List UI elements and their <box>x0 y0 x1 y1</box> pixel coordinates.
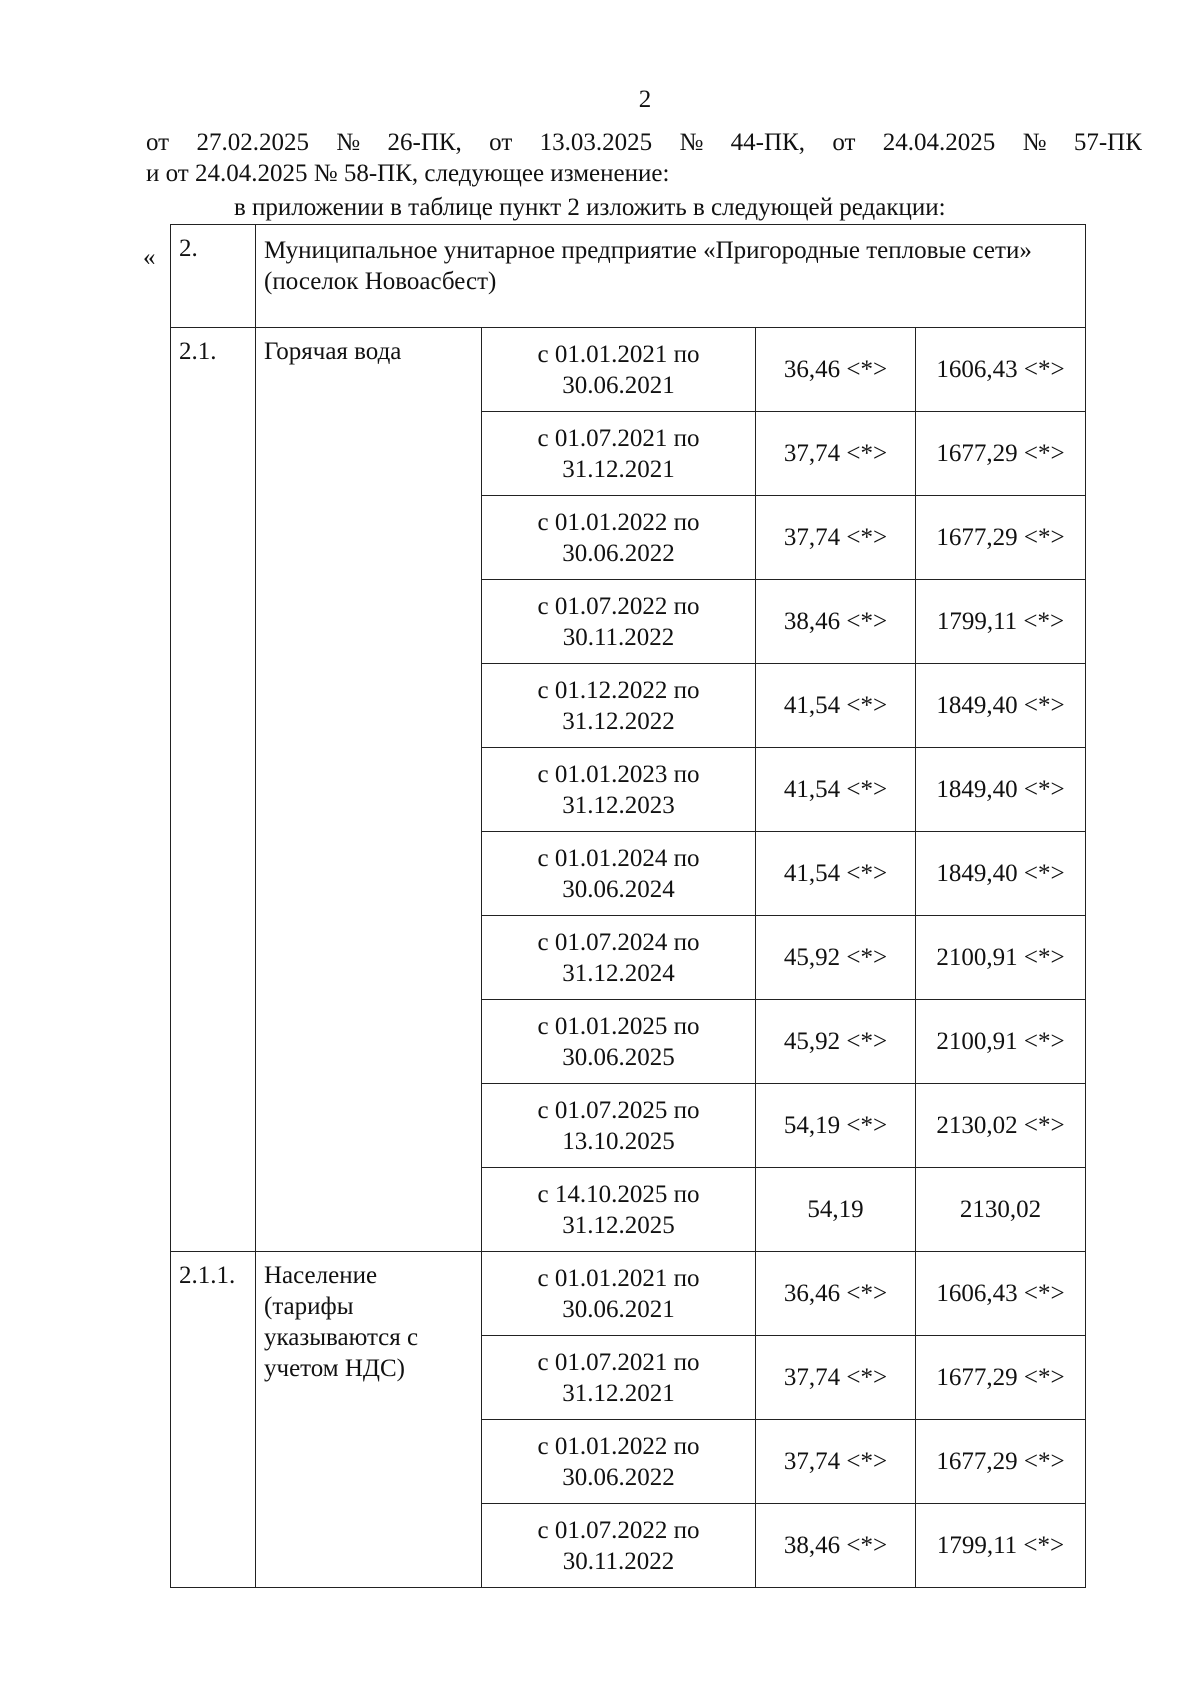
period-cell <box>482 1168 756 1252</box>
period-from: с 01.01.2021 по <box>537 340 700 368</box>
value-1-cell: 37,74 <*> <box>756 1336 916 1420</box>
period-from: с 01.01.2023 по <box>537 760 700 788</box>
value-2-cell: 1849,40 <*> <box>916 748 1086 832</box>
period-cell <box>482 328 756 412</box>
paragraph-word: № <box>679 129 704 156</box>
table-row <box>171 328 1086 412</box>
value-2-cell: 1677,29 <*> <box>916 1420 1086 1504</box>
group-name-line: указываются с <box>264 1324 419 1351</box>
value-2-cell: 1799,11 <*> <box>916 580 1086 664</box>
period-from: с 01.01.2022 по <box>537 1432 700 1460</box>
period-cell <box>482 664 756 748</box>
period-cell <box>482 1000 756 1084</box>
paragraph-word: от <box>832 129 856 156</box>
period-from: с 01.07.2021 по <box>537 1348 700 1376</box>
paragraph-line-3: в приложении в таблице пункт 2 изложить в следующей редакции: <box>234 194 946 221</box>
page-number: 2 <box>638 86 652 113</box>
paragraph-word: 26-ПК, <box>387 129 462 156</box>
period-to: 30.11.2022 <box>562 1547 675 1575</box>
group-name: Горячая вода <box>256 328 482 1252</box>
period-from: с 01.07.2025 по <box>537 1096 700 1124</box>
value-1-cell: 54,19 <*> <box>756 1084 916 1168</box>
value-1-cell: 37,74 <*> <box>756 412 916 496</box>
value-2-cell: 2100,91 <*> <box>916 916 1086 1000</box>
value-1-cell: 45,92 <*> <box>756 916 916 1000</box>
paragraph-word: № <box>1022 129 1047 156</box>
period-from: с 01.01.2021 по <box>537 1264 700 1292</box>
value-1-cell: 36,46 <*> <box>756 328 916 412</box>
value-1-cell: 41,54 <*> <box>756 832 916 916</box>
period-cell <box>482 1336 756 1420</box>
value-2-cell: 1606,43 <*> <box>916 328 1086 412</box>
group-name <box>256 1252 482 1588</box>
paragraph-word: 24.04.2025 <box>882 129 996 156</box>
group-number: 2.1.1. <box>171 1252 256 1588</box>
value-2-cell: 1849,40 <*> <box>916 832 1086 916</box>
paragraph-word: № <box>336 129 361 156</box>
value-2-cell: 1677,29 <*> <box>916 412 1086 496</box>
value-2-cell: 1677,29 <*> <box>916 496 1086 580</box>
value-1-cell: 45,92 <*> <box>756 1000 916 1084</box>
value-2-cell: 2100,91 <*> <box>916 1000 1086 1084</box>
value-1-cell: 41,54 <*> <box>756 664 916 748</box>
period-cell <box>482 1084 756 1168</box>
period-to: 30.06.2024 <box>562 875 675 903</box>
paragraph-word: от <box>489 129 513 156</box>
period-to: 31.12.2023 <box>562 791 675 819</box>
paragraph-word: от <box>146 129 170 156</box>
value-2-cell: 1799,11 <*> <box>916 1504 1086 1588</box>
period-to: 30.06.2021 <box>562 371 675 399</box>
value-2-cell: 1677,29 <*> <box>916 1336 1086 1420</box>
period-from: с 01.01.2025 по <box>537 1012 700 1040</box>
table-section-row <box>171 225 1086 328</box>
section-number: 2. <box>171 225 256 328</box>
period-from: с 01.12.2022 по <box>537 676 700 704</box>
value-1-cell: 41,54 <*> <box>756 748 916 832</box>
period-cell <box>482 916 756 1000</box>
value-2-cell: 1849,40 <*> <box>916 664 1086 748</box>
period-from: с 01.07.2021 по <box>537 424 700 452</box>
period-from: с 01.07.2022 по <box>537 1516 700 1544</box>
value-2-cell: 2130,02 <box>916 1168 1086 1252</box>
period-to: 30.11.2022 <box>562 623 675 651</box>
period-to: 30.06.2022 <box>562 1463 675 1491</box>
paragraph-word: 44-ПК, <box>730 129 805 156</box>
period-cell <box>482 496 756 580</box>
value-1-cell: 37,74 <*> <box>756 496 916 580</box>
paragraph-line-1 <box>146 128 1142 158</box>
section-name: Муниципальное унитарное предприятие «Пригородные тепловые сети» (поселок Новоасбест) <box>256 225 1086 328</box>
value-1-cell: 37,74 <*> <box>756 1420 916 1504</box>
group-name-line: учетом НДС) <box>264 1355 405 1382</box>
period-to: 31.12.2022 <box>562 707 675 735</box>
period-from: с 01.01.2024 по <box>537 844 700 872</box>
period-cell <box>482 1504 756 1588</box>
value-1-cell: 38,46 <*> <box>756 580 916 664</box>
table-row <box>171 1252 1086 1336</box>
group-name-line: Население <box>264 1262 378 1289</box>
period-cell <box>482 1420 756 1504</box>
group-name-line: (тарифы <box>264 1293 354 1320</box>
period-from: с 01.07.2024 по <box>537 928 700 956</box>
value-1-cell: 36,46 <*> <box>756 1252 916 1336</box>
period-from: с 01.07.2022 по <box>537 592 700 620</box>
period-to: 30.06.2022 <box>562 539 675 567</box>
period-from: с 14.10.2025 по <box>537 1180 700 1208</box>
period-to: 30.06.2025 <box>562 1043 675 1071</box>
value-1-cell: 54,19 <box>756 1168 916 1252</box>
value-2-cell: 2130,02 <*> <box>916 1084 1086 1168</box>
period-from: с 01.01.2022 по <box>537 508 700 536</box>
period-cell <box>482 832 756 916</box>
value-1-cell: 38,46 <*> <box>756 1504 916 1588</box>
period-to: 31.12.2024 <box>562 959 675 987</box>
tariff-table <box>170 224 1086 1588</box>
period-cell <box>482 580 756 664</box>
period-to: 31.12.2021 <box>562 1379 675 1407</box>
period-cell <box>482 1252 756 1336</box>
period-cell <box>482 412 756 496</box>
value-2-cell: 1606,43 <*> <box>916 1252 1086 1336</box>
opening-quote: « <box>143 244 156 271</box>
period-to: 31.12.2025 <box>562 1211 675 1239</box>
period-to: 13.10.2025 <box>562 1127 675 1155</box>
group-number: 2.1. <box>171 328 256 1252</box>
paragraph-line-2: и от 24.04.2025 № 58-ПК, следующее изменение: <box>146 160 670 187</box>
period-to: 30.06.2021 <box>562 1295 675 1323</box>
paragraph-word: 27.02.2025 <box>196 129 309 156</box>
paragraph-word: 57-ПК <box>1073 129 1142 156</box>
period-to: 31.12.2021 <box>562 455 675 483</box>
paragraph-word: 13.03.2025 <box>539 129 653 156</box>
period-cell <box>482 748 756 832</box>
